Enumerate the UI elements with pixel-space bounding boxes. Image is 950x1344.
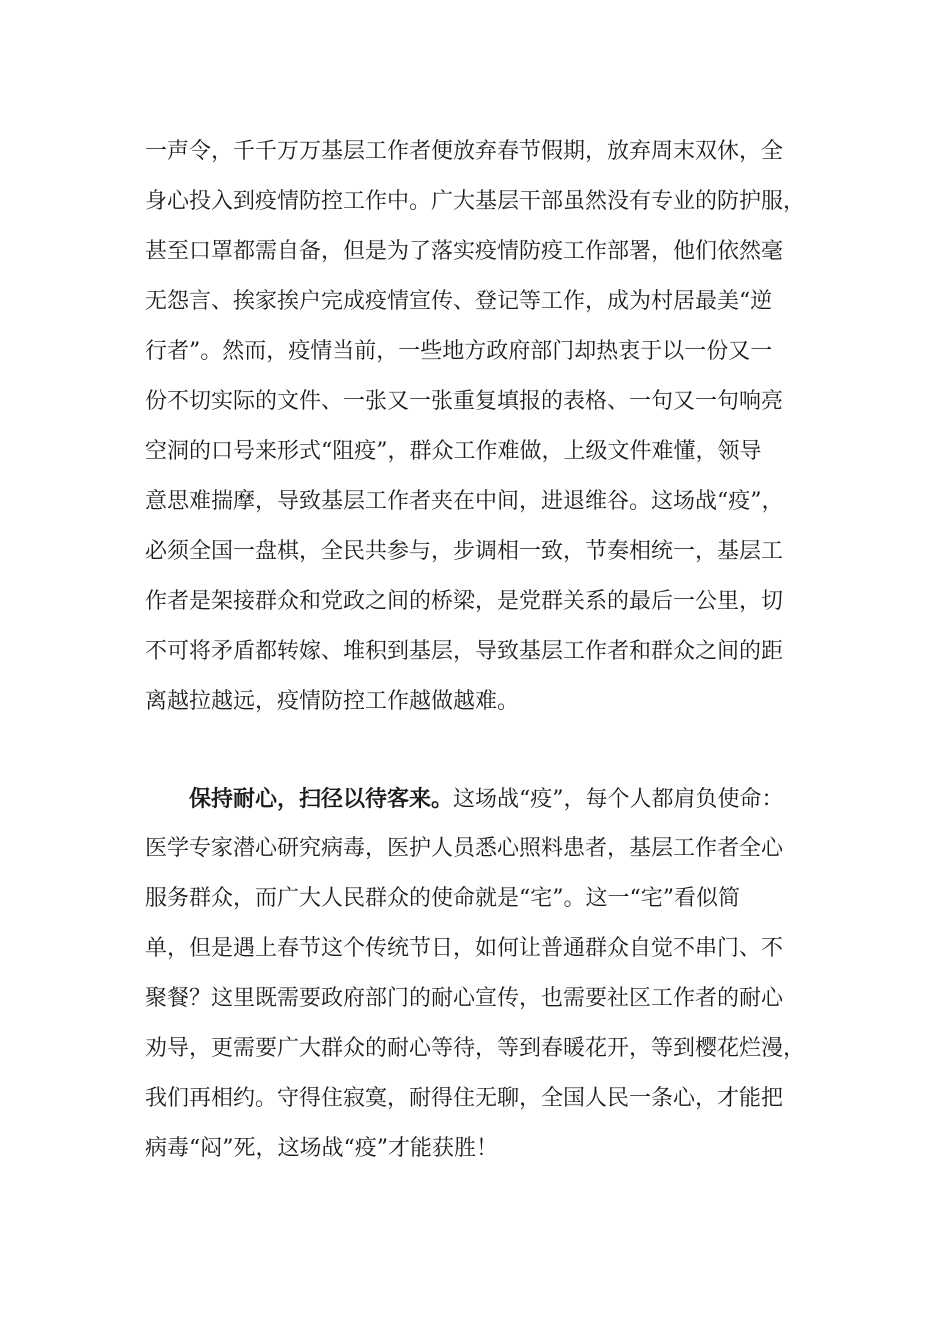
paragraph-line: 意思难揣摩，导致基层工作者夹在中间，进退维谷。这场战“疫”， <box>145 489 784 514</box>
paragraph-patience <box>145 774 825 1174</box>
paragraph-line: 聚餐？这里既需要政府部门的耐心宣传，也需要社区工作者的耐心 <box>145 986 784 1011</box>
paragraph-line: 身心投入到疫情防控工作中。广大基层干部虽然没有专业的防护服， <box>145 189 806 214</box>
paragraph-line: 离越拉越远，疫情防控工作越做越难。 <box>145 689 520 714</box>
paragraph-first-line <box>145 774 825 824</box>
paragraph-line: 无怨言、挨家挨户完成疫情宣传、登记等工作，成为村居最美“逆 <box>145 289 773 314</box>
paragraph-line: 不可将矛盾都转嫁、堆积到基层，导致基层工作者和群众之间的距 <box>145 639 784 664</box>
paragraph-line: 服务群众，而广大人民群众的使命就是“宅”。这一“宅”看似简 <box>145 886 740 911</box>
paragraph-line: 份不切实际的文件、一张又一张重复填报的表格、一句又一句响亮 <box>145 389 784 414</box>
paragraph-grassroots-workers <box>145 127 825 727</box>
paragraph-line: 空洞的口号来形式“阻疫”，群众工作难做，上级文件难懂，领导 <box>145 439 762 464</box>
paragraph-line: 行者”。然而，疫情当前，一些地方政府部门却热衷于以一份又一 <box>145 339 773 364</box>
paragraph-lead-heading: 保持耐心，扫径以待客来。 <box>189 786 454 812</box>
paragraph-line: 甚至口罩都需自备，但是为了落实疫情防疫工作部署，他们依然毫 <box>145 239 784 264</box>
paragraph-first-line-text: 这场战“疫”，每个人都肩负使命： <box>453 787 784 812</box>
paragraph-line: 病毒“闷”死，这场战“疫”才能获胜！ <box>145 1136 498 1161</box>
paragraph-line: 单，但是遇上春节这个传统节日，如何让普通群众自觉不串门、不 <box>145 936 784 961</box>
paragraph-line: 劝导，更需要广大群众的耐心等待，等到春暖花开，等到樱花烂漫， <box>145 1036 806 1061</box>
paragraph-line: 医学专家潜心研究病毒，医护人员悉心照料患者，基层工作者全心 <box>145 836 784 861</box>
paragraph-line: 我们再相约。守得住寂寞，耐得住无聊，全国人民一条心，才能把 <box>145 1086 784 1111</box>
paragraph-line: 必须全国一盘棋，全民共参与，步调相一致，节奏相统一，基层工 <box>145 539 784 564</box>
paragraph-line: 一声令，千千万万基层工作者便放弃春节假期，放弃周末双休，全 <box>145 139 784 164</box>
paragraph-line: 作者是架接群众和党政之间的桥梁，是党群关系的最后一公里，切 <box>145 589 784 614</box>
